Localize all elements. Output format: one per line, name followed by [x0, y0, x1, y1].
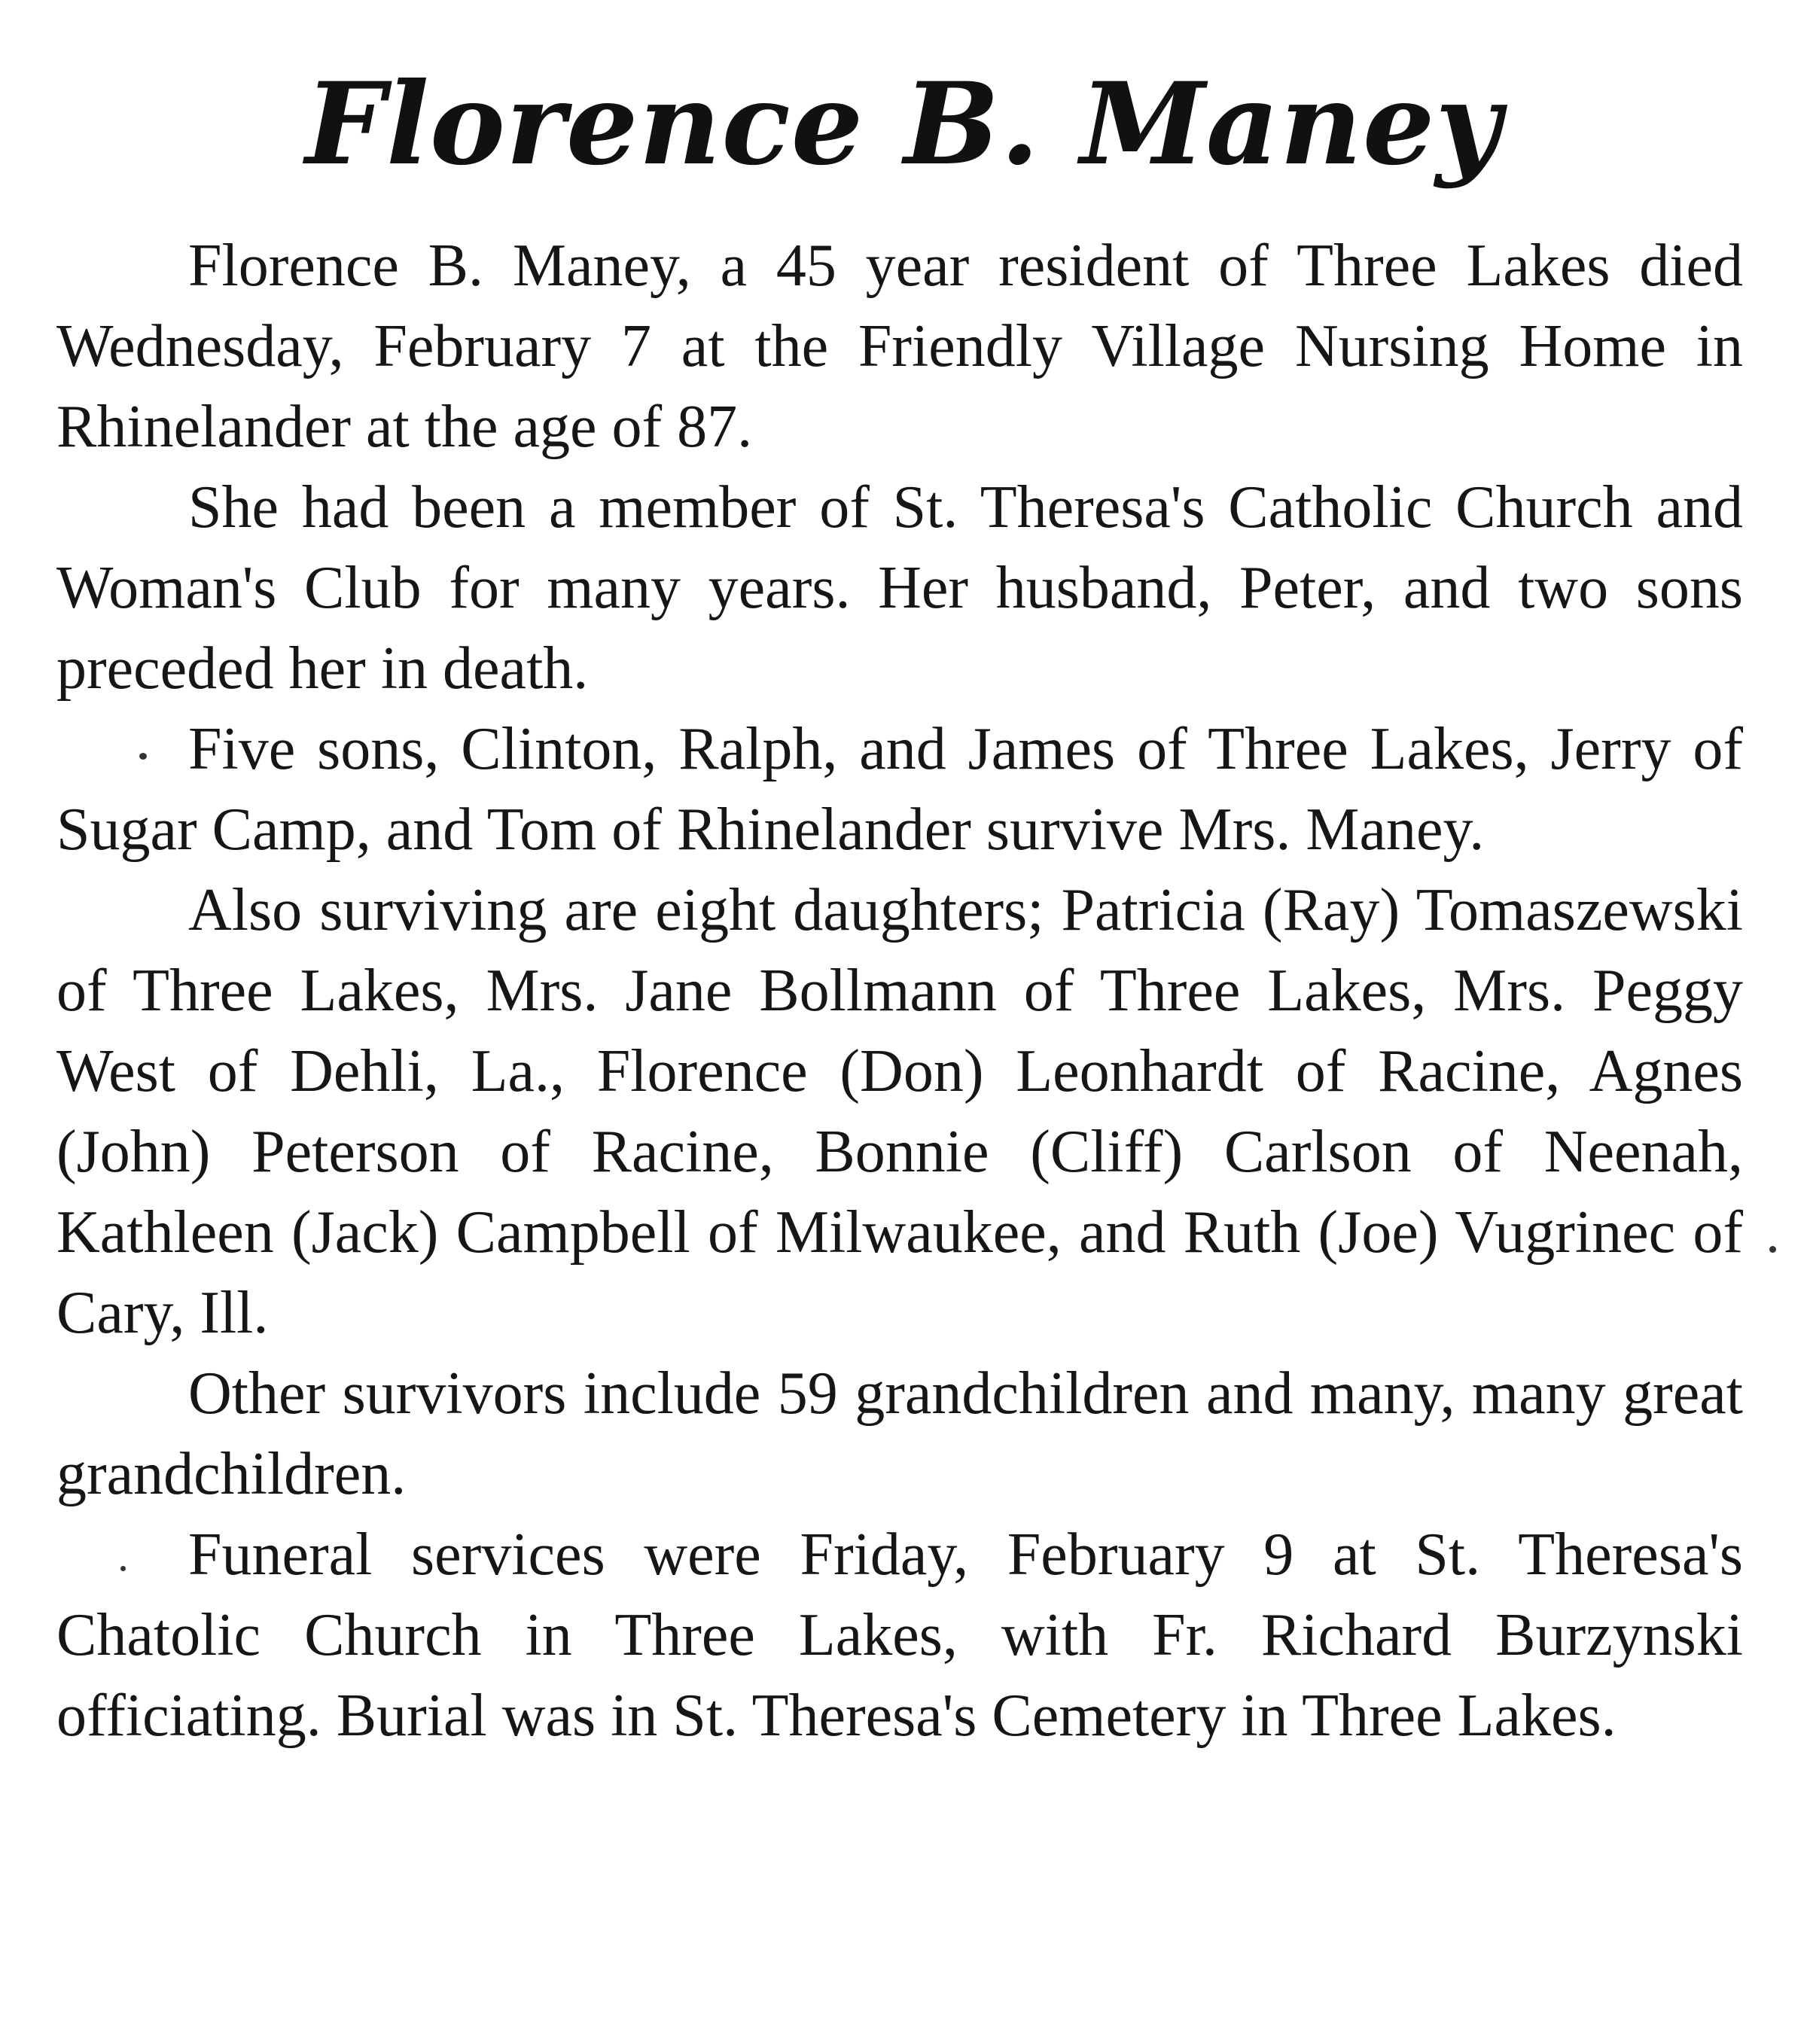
print-speck [120, 1566, 126, 1571]
print-speck [1769, 1246, 1776, 1253]
paragraph-membership: She had been a member of St. Theresa's Catholic Church and Woman's Club for many years. Her husband, Peter, and two sons preceded her in death. [56, 474, 1743, 702]
paragraph-funeral-services: Funeral services were Friday, February 9 at St. Theresa's Chatolic Church in Three Lakes, with Fr. Richard Burzynski officiating. Burial was in St. Theresa's Cemetery in Three Lakes. [56, 1522, 1743, 1749]
obituary-body [56, 226, 1743, 1756]
paragraph-death-notice: Florence B. Maney, a 45 year resident of Three Lakes died Wednesday, February 7 at the Friendly Village Nursing Home in Rhinelander at the age of 87. [56, 233, 1743, 460]
paragraph-other-survivors: Other survivors include 59 grandchildren and many, many great grandchildren. [56, 1360, 1743, 1507]
paragraph-surviving-daughters: Also surviving are eight daughters; Patricia (Ray) Tomaszewski of Three Lakes, Mrs. Jane Bollmann of Three Lakes, Mrs. Peggy West of Dehli, La., Florence (Don) Leonhardt of Racine, Agnes (John) Peterson of Racine, Bonnie (Cliff) Carlson of Neenah, Kathleen (Jack) Campbell of Milwaukee, and Ruth (Joe) Vugrinec of Cary, Ill. [56, 877, 1743, 1346]
paragraph-surviving-sons: Five sons, Clinton, Ralph, and James of Three Lakes, Jerry of Sugar Camp, and Tom of Rhinelander survive Mrs. Maney. [56, 716, 1743, 863]
print-speck [139, 753, 147, 760]
obituary-headline: Florence B. Maney [305, 58, 1502, 190]
